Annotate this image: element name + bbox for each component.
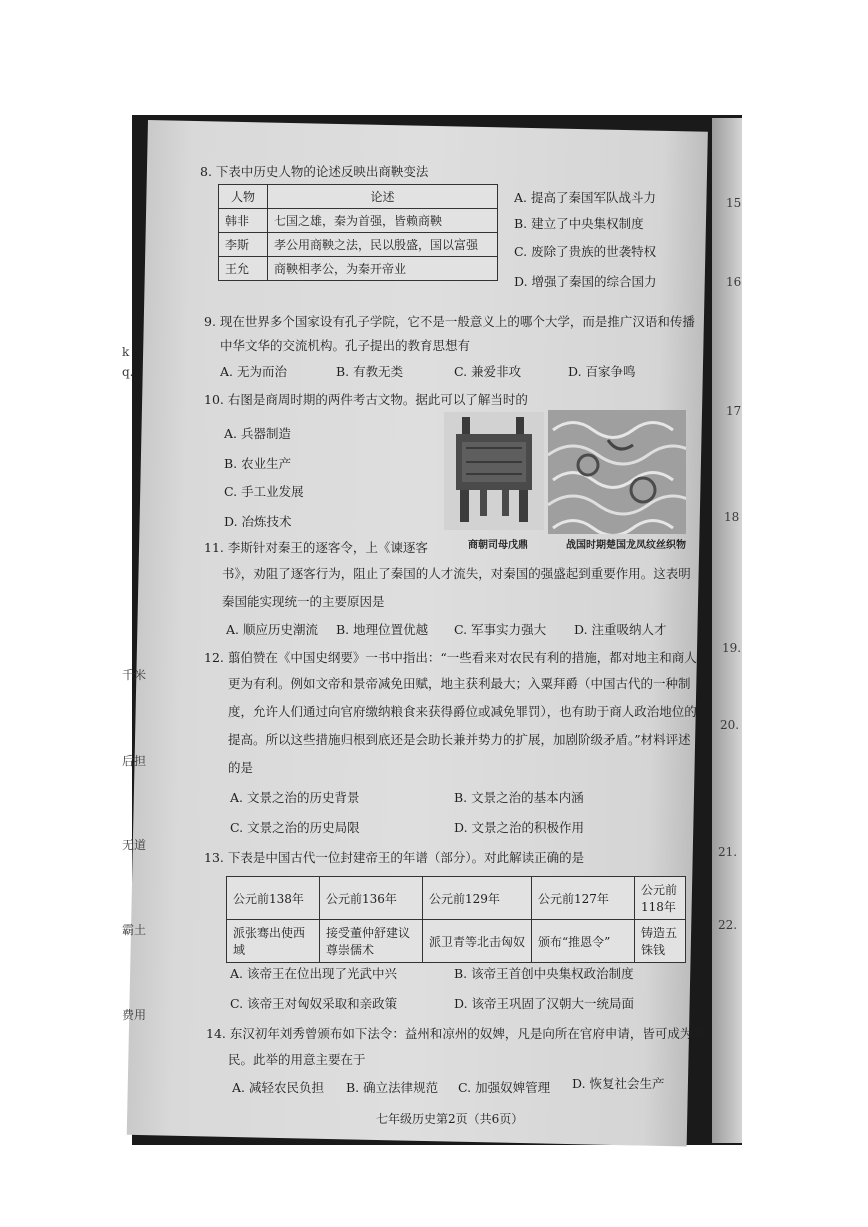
right-edge-number: 18 [724, 510, 740, 524]
q12-option-d: D. 文景之治的积极作用 [454, 820, 585, 835]
q9-stem-line1: 9. 现在世界多个国家设有孔子学院，它不是一般意义上的哪个大学，而是推广汉语和传播 [204, 314, 695, 329]
q12-stem-line3: 度，允许人们通过向官府缴纳粮食来获得爵位或减免罪罚），也有助于商人政治地位的 [228, 704, 697, 719]
q11-stem-line3: 秦国能实现统一的主要原因是 [222, 594, 385, 609]
q10-option-b: B. 农业生产 [224, 456, 292, 471]
q13-option-a: A. 该帝王在位出现了光武中兴 [230, 966, 397, 981]
q9-option-b: B. 有教无类 [336, 364, 404, 379]
q8-option-c: C. 废除了贵族的世袭特权 [514, 244, 657, 259]
q11-option-d: D. 注重吸纳人才 [574, 622, 667, 637]
right-edge-number: 22. [718, 918, 738, 932]
silk-fabric-image [548, 410, 686, 534]
q14-option-d: D. 恢复社会生产 [572, 1076, 665, 1091]
q8-person: 王允 [219, 257, 268, 281]
right-edge-number: 17 [726, 404, 742, 418]
q8-option-b: B. 建立了中央集权制度 [514, 216, 644, 231]
right-edge-number: 20. [720, 718, 740, 732]
ding-vessel-image [444, 412, 544, 530]
q13-option-d: D. 该帝王巩固了汉朝大一统局面 [454, 996, 635, 1011]
left-edge-fragment: 千米 [122, 668, 147, 682]
silk-caption: 战国时期楚国龙凤纹丝织物 [566, 540, 686, 551]
q8-header-statement: 论述 [268, 185, 498, 209]
q12-option-a: A. 文景之治的历史背景 [230, 790, 360, 805]
q13-event: 接受董仲舒建议尊崇儒术 [320, 920, 423, 963]
q9-option-c: C. 兼爱非攻 [454, 364, 522, 379]
q13-year: 公元前127年 [532, 877, 635, 920]
q14-stem-line1: 14. 东汉初年刘秀曾颁布如下法令：益州和凉州的奴婢，凡是向所在官府申请，皆可成为平 [206, 1026, 705, 1041]
q12-option-b: B. 文景之治的基本内涵 [454, 790, 584, 805]
q10-option-a: A. 兵器制造 [224, 426, 291, 441]
q12-stem-line2: 更为有利。例如文帝和景帝减免田赋，地主获利最大；入粟拜爵（中国古代的一种制 [228, 676, 691, 691]
q13-event: 铸造五铢钱 [635, 920, 686, 963]
left-edge-fragment: 霸土 [122, 923, 147, 937]
q12-stem-line1: 12. 翦伯赞在《中国史纲要》一书中指出：“一些看来对农民有利的措施，都对地主和商人 [204, 650, 697, 665]
q8-statement: 孝公用商鞅之法，民以殷盛，国以富强 [268, 233, 498, 257]
q9-stem-line2: 中华文华的交流机构。孔子提出的教育思想有 [220, 338, 471, 353]
q14-option-b: B. 确立法律规范 [346, 1080, 439, 1095]
q14-option-c: C. 加强奴婢管理 [458, 1080, 551, 1095]
q9-option-d: D. 百家争鸣 [568, 364, 636, 379]
q8-statement: 商鞅相孝公，为秦开帝业 [268, 257, 498, 281]
q13-year: 公元前138年 [227, 877, 320, 920]
right-edge-number: 19. [722, 641, 742, 655]
q12-stem-line4: 提高。所以这些措施归根到底还是会助长兼并势力的扩展，加剧阶级矛盾。”材料评述 [228, 732, 691, 747]
q11-option-c: C. 军事实力强大 [454, 622, 547, 637]
q8-header-person: 人物 [219, 185, 268, 209]
silk-pattern-icon [548, 410, 686, 534]
q13-stem: 13. 下表是中国古代一位封建帝王的年谱（部分）。对此解读正确的是 [204, 850, 585, 865]
q10-option-c: C. 手工业发展 [224, 484, 304, 499]
q10-option-d: D. 冶炼技术 [224, 514, 292, 529]
q8-option-d: D. 增强了秦国的综合国力 [514, 274, 657, 289]
left-edge-fragment: 后担 [122, 754, 147, 768]
left-edge-fragment: q. [122, 365, 134, 379]
left-edge-fragment: k [122, 345, 130, 359]
right-edge-number: 15 [726, 196, 742, 210]
q8-stem: 8. 下表中历史人物的论述反映出商鞅变法 [200, 164, 429, 179]
q13-table [226, 876, 686, 963]
q13-year: 公元前129年 [423, 877, 532, 920]
q13-option-c: C. 该帝王对匈奴采取和亲政策 [230, 996, 398, 1011]
q8-person: 韩非 [219, 209, 268, 233]
q13-year: 公元前136年 [320, 877, 423, 920]
q11-stem-line2: 书》，劝阻了逐客行为，阻止了秦国的人才流失，对秦国的强盛起到重要作用。这表明 [222, 566, 691, 581]
q8-table [218, 184, 498, 281]
q10-stem: 10. 右图是商周时期的两件考古文物。据此可以了解当时的 [204, 392, 528, 407]
q8-option-a: A. 提高了秦国军队战斗力 [514, 190, 656, 205]
q13-event: 颁布“推恩令” [532, 920, 635, 963]
q13-event: 派卫青等北击匈奴 [423, 920, 532, 963]
ding-vessel-icon [444, 412, 544, 530]
page-footer: 七年级历史第2页（共6页） [376, 1112, 524, 1126]
q13-option-b: B. 该帝王首创中央集权政治制度 [454, 966, 634, 981]
left-edge-fragment: 费用 [122, 1008, 147, 1022]
right-edge-number: 16 [726, 275, 742, 289]
q11-stem-line1: 11. 李斯针对秦王的逐客令，上《谏逐客 [204, 540, 428, 555]
q8-statement: 七国之雄，秦为首强，皆赖商鞅 [268, 209, 498, 233]
q12-option-c: C. 文景之治的历史局限 [230, 820, 360, 835]
q12-stem-line5: 的是 [228, 760, 254, 775]
left-edge-fragment: 无道 [122, 838, 147, 852]
q9-option-a: A. 无为而治 [220, 364, 287, 379]
ding-caption: 商朝司母戊鼎 [468, 540, 528, 551]
right-edge-number: 21. [718, 845, 738, 859]
q13-event: 派张骞出使西域 [227, 920, 320, 963]
q14-option-a: A. 减轻农民负担 [232, 1080, 324, 1095]
q8-person: 李斯 [219, 233, 268, 257]
q11-option-b: B. 地理位置优越 [336, 622, 429, 637]
q13-year: 公元前118年 [635, 877, 686, 920]
q14-stem-line2: 民。此举的用意主要在于 [228, 1052, 366, 1067]
q11-option-a: A. 顺应历史潮流 [226, 622, 318, 637]
